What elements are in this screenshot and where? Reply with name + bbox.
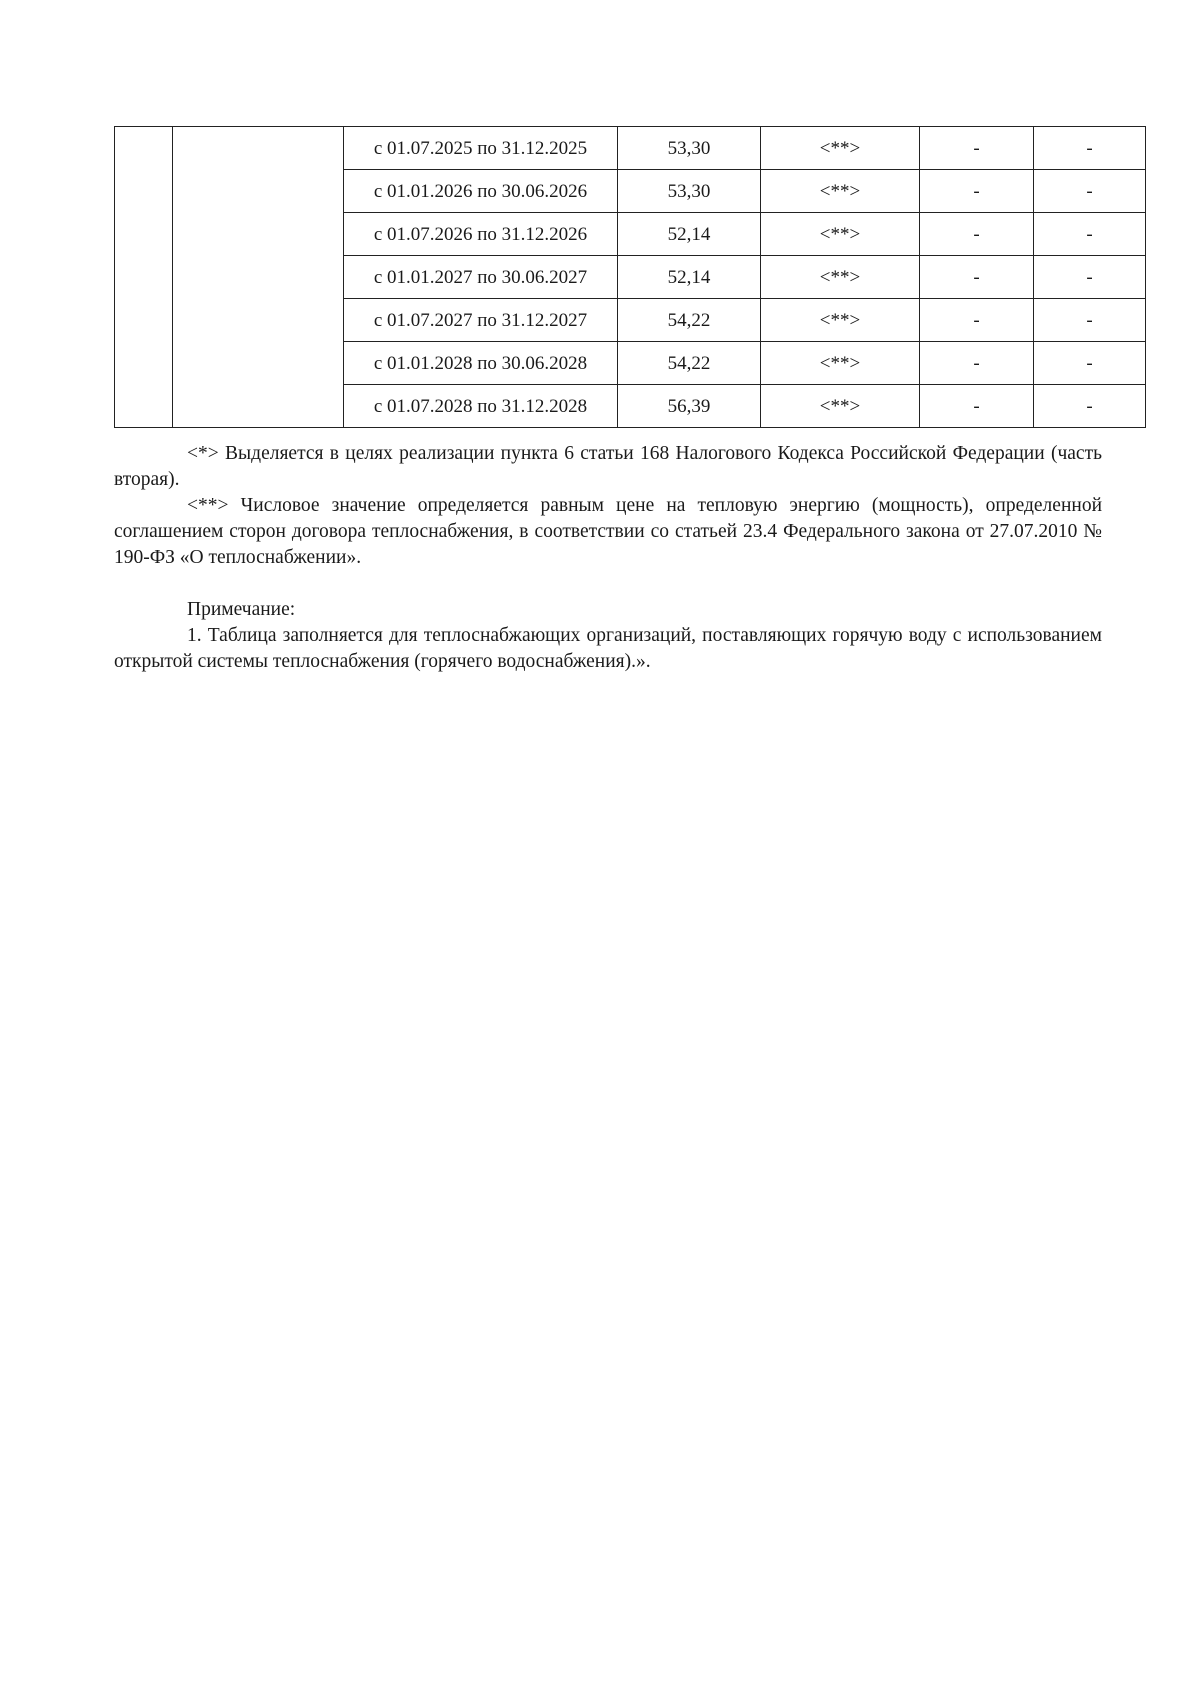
value-cell: 53,30 [618, 170, 761, 213]
period-cell: с 01.01.2028 по 30.06.2028 [344, 342, 618, 385]
table-row [115, 127, 1146, 170]
footnote-double-star: <**> Числовое значение определяется равным цене на тепловую энергию (мощность), определенной соглашением сторон договора теплоснабжения, в соответствии со статьей 23.4 Федерального закона от 27.07.2010 № 190-ФЗ «О теплоснабжении». [114, 495, 1102, 568]
period-cell: с 01.01.2027 по 30.06.2027 [344, 256, 618, 299]
dash-cell: - [1034, 170, 1146, 213]
footnote-ref-cell: <**> [761, 299, 920, 342]
footnote-ref-cell: <**> [761, 213, 920, 256]
dash-cell: - [1034, 127, 1146, 170]
dash-cell: - [1034, 299, 1146, 342]
dash-cell: - [920, 299, 1034, 342]
tariff-table [114, 126, 1146, 428]
value-cell: 53,30 [618, 127, 761, 170]
period-cell: с 01.07.2028 по 31.12.2028 [344, 385, 618, 428]
value-cell: 52,14 [618, 256, 761, 299]
footnote-single-star: <*> Выделяется в целях реализации пункта 6 статьи 168 Налогового Кодекса Российской Федерации (часть вторая). [114, 443, 1102, 490]
period-cell: с 01.01.2026 по 30.06.2026 [344, 170, 618, 213]
dash-cell: - [920, 127, 1034, 170]
footnote-ref-cell: <**> [761, 342, 920, 385]
dash-cell: - [1034, 342, 1146, 385]
note-heading: Примечание: [187, 599, 296, 620]
period-cell: с 01.07.2025 по 31.12.2025 [344, 127, 618, 170]
merged-name-cell [173, 127, 344, 428]
footnote-ref-cell: <**> [761, 256, 920, 299]
value-cell: 52,14 [618, 213, 761, 256]
value-cell: 54,22 [618, 299, 761, 342]
dash-cell: - [1034, 213, 1146, 256]
merged-number-cell [115, 127, 173, 428]
note-item-1: 1. Таблица заполняется для теплоснабжающих организаций, поставляющих горячую воду с использованием открытой системы теплоснабжения (горячего водоснабжения).». [114, 625, 1102, 672]
value-cell: 54,22 [618, 342, 761, 385]
footnote-ref-cell: <**> [761, 127, 920, 170]
dash-cell: - [1034, 385, 1146, 428]
period-cell: с 01.07.2026 по 31.12.2026 [344, 213, 618, 256]
dash-cell: - [920, 385, 1034, 428]
footnote-ref-cell: <**> [761, 385, 920, 428]
dash-cell: - [920, 256, 1034, 299]
dash-cell: - [1034, 256, 1146, 299]
period-cell: с 01.07.2027 по 31.12.2027 [344, 299, 618, 342]
notes-section [114, 441, 1102, 675]
dash-cell: - [920, 170, 1034, 213]
value-cell: 56,39 [618, 385, 761, 428]
dash-cell: - [920, 342, 1034, 385]
dash-cell: - [920, 213, 1034, 256]
footnote-ref-cell: <**> [761, 170, 920, 213]
